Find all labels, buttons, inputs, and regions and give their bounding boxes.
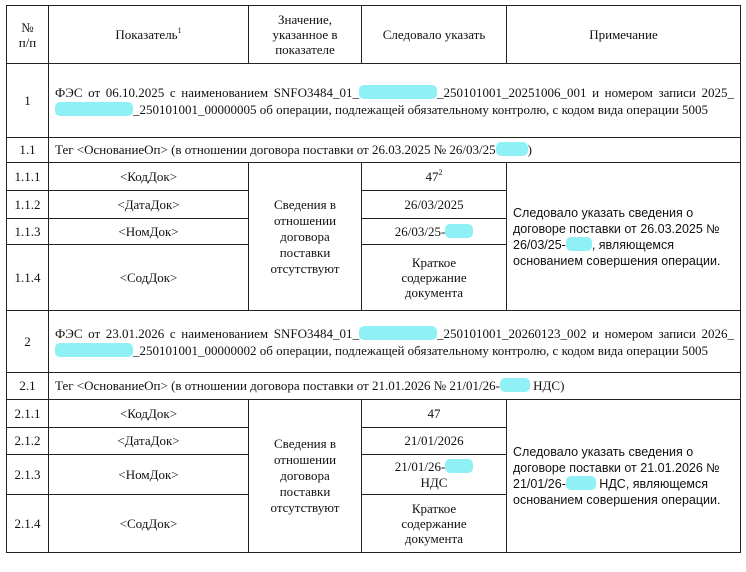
tag-description: Тег <ОснованиеОп> (в отношении договора поставки от 26.03.2025 № 26/03/25 ) bbox=[49, 138, 741, 163]
section-row bbox=[7, 311, 741, 373]
redaction-mask bbox=[55, 343, 133, 357]
row-tag: <НомДок> bbox=[49, 455, 249, 495]
row-tag: <СодДок> bbox=[49, 495, 249, 553]
header-should-be: Следовало указать bbox=[362, 6, 507, 64]
redaction-mask bbox=[445, 459, 473, 473]
row-tag: <КодДок> bbox=[49, 400, 249, 428]
table-row bbox=[7, 400, 741, 428]
tag-num: 1.1 bbox=[7, 138, 49, 163]
row-tag: <СодДок> bbox=[49, 245, 249, 311]
tag-num: 2.1 bbox=[7, 373, 49, 400]
table-row bbox=[7, 163, 741, 191]
row-num: 2.1.4 bbox=[7, 495, 49, 553]
note-cell: Следовало указать сведения о договоре поставки от 21.01.2026 № 21/01/26- НДС, являющемся основанием совершения операции. bbox=[507, 400, 741, 553]
redaction-mask bbox=[566, 237, 592, 251]
note-cell: Следовало указать сведения о договоре поставки от 26.03.2025 № 26/03/25- , являющемся основанием совершения операции. bbox=[507, 163, 741, 311]
row-should-be: 26/03/25- bbox=[362, 219, 507, 245]
table-header bbox=[7, 6, 741, 64]
header-num: № п/п bbox=[7, 6, 49, 64]
row-tag: <КодДок> bbox=[49, 163, 249, 191]
tag-row bbox=[7, 138, 741, 163]
section-description: ФЭС от 23.01.2026 с наименованием SNFO3484_01_ _250101001_20260123_002 и номером записи 2026__250101001_00000002 об операции, подлежащей обязательному контролю, с кодом вида операции 5005 bbox=[49, 311, 741, 373]
row-num: 2.1.1 bbox=[7, 400, 49, 428]
header-indicator: Показатель$^1$ bbox=[49, 6, 249, 64]
tag-row bbox=[7, 373, 741, 400]
header-note: Примечание bbox=[507, 6, 741, 64]
row-should-be: Краткое содержание документа bbox=[362, 245, 507, 311]
row-tag: <ДатаДок> bbox=[49, 428, 249, 455]
row-tag: <ДатаДок> bbox=[49, 191, 249, 219]
redaction-mask bbox=[359, 85, 437, 99]
row-should-be: 47 bbox=[362, 400, 507, 428]
section-description: ФЭС от 06.10.2025 с наименованием SNFO3484_01_ _250101001_20251006_001 и номером записи 2025__250101001_00000005 об операции, подлежащей обязательному контролю, с кодом вида операции 5005 bbox=[49, 64, 741, 138]
redaction-mask bbox=[500, 378, 530, 392]
absent-cell: Сведения в отношении договора поставки отсутствуют bbox=[249, 163, 362, 311]
row-should-be: 21/01/26- НДС bbox=[362, 455, 507, 495]
section-row bbox=[7, 64, 741, 138]
row-tag: <НомДок> bbox=[49, 219, 249, 245]
row-num: 1.1.4 bbox=[7, 245, 49, 311]
tag-description: Тег <ОснованиеОп> (в отношении договора поставки от 21.01.2026 № 21/01/26- НДС) bbox=[49, 373, 741, 400]
redaction-mask bbox=[445, 224, 473, 238]
header-value: Значение, указанное в показателе bbox=[249, 6, 362, 64]
redaction-mask bbox=[55, 102, 133, 116]
row-should-be: Краткое содержание документа bbox=[362, 495, 507, 553]
section-num: 2 bbox=[7, 311, 49, 373]
row-num: 1.1.3 bbox=[7, 219, 49, 245]
section-num: 1 bbox=[7, 64, 49, 138]
row-num: 1.1.2 bbox=[7, 191, 49, 219]
redaction-mask bbox=[359, 326, 437, 340]
row-num: 2.1.3 bbox=[7, 455, 49, 495]
row-should-be: $47^2$ bbox=[362, 163, 507, 191]
absent-cell: Сведения в отношении договора поставки отсутствуют bbox=[249, 400, 362, 553]
row-should-be: 21/01/2026 bbox=[362, 428, 507, 455]
redaction-mask bbox=[496, 142, 528, 156]
row-num: 1.1.1 bbox=[7, 163, 49, 191]
redaction-mask bbox=[566, 476, 596, 490]
row-should-be: 26/03/2025 bbox=[362, 191, 507, 219]
control-table bbox=[6, 5, 741, 553]
row-num: 2.1.2 bbox=[7, 428, 49, 455]
